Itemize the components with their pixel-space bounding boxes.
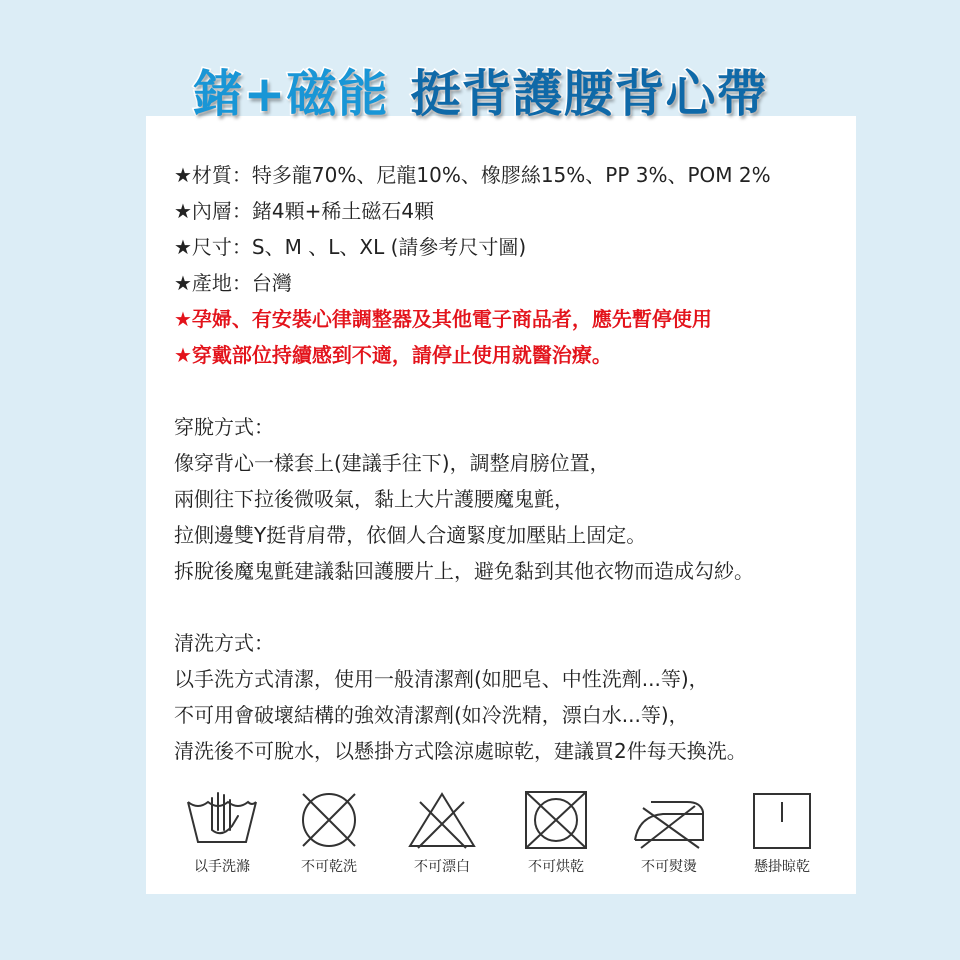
line-dry-icon <box>742 790 822 850</box>
title-part-1: 鍺+磁能 <box>192 65 389 123</box>
care-symbol <box>392 790 492 876</box>
no-iron-icon <box>629 790 709 850</box>
wash-line: 以手洗方式清潔，使用一般清潔劑(如肥皂、中性洗劑...等)， <box>174 667 709 691</box>
care-label: 以手洗滌 <box>194 859 250 875</box>
warning-discomfort: ★穿戴部位持續感到不適，請停止使用就醫治療。 <box>174 343 612 367</box>
wash-line: 不可用會破壞結構的強效清潔劑(如冷洗精，漂白水...等)， <box>174 703 689 727</box>
wear-line: 拆脫後魔鬼氈建議黏回護腰片上，避免黏到其他衣物而造成勾紗。 <box>174 559 754 583</box>
hand-wash-icon <box>182 790 262 850</box>
care-label: 懸掛晾乾 <box>754 859 810 875</box>
care-symbol <box>506 790 606 876</box>
no-dry-clean-icon <box>289 790 369 850</box>
spec-origin: ★產地：台灣 <box>174 271 292 295</box>
spec-material: ★材質：特多龍70%、尼龍10%、橡膠絲15%、PP 3%、POM 2% <box>174 163 771 187</box>
care-symbol <box>619 790 719 876</box>
care-label: 不可漂白 <box>414 859 470 875</box>
wear-line: 像穿背心一樣套上(建議手往下)，調整肩膀位置， <box>174 451 610 475</box>
warning-pregnancy: ★孕婦、有安裝心律調整器及其他電子商品者，應先暫停使用 <box>174 307 712 331</box>
wear-line: 兩側往下拉後微吸氣，黏上大片護腰魔鬼氈， <box>174 487 574 511</box>
care-label: 不可熨燙 <box>641 859 697 875</box>
care-label: 不可乾洗 <box>301 859 357 875</box>
care-symbol <box>279 790 379 876</box>
wash-heading: 清洗方式： <box>174 631 274 655</box>
wear-line: 拉側邊雙Y挺背肩帶，依個人合適緊度加壓貼上固定。 <box>174 523 647 547</box>
care-symbol <box>732 790 832 876</box>
spec-size: ★尺寸：S、M 、L、XL (請參考尺寸圖) <box>174 235 527 259</box>
no-tumble-dry-icon <box>516 790 596 850</box>
care-symbol <box>172 790 272 876</box>
spec-inner-layer: ★內層：鍺4顆+稀土磁石4顆 <box>174 199 435 223</box>
care-symbols <box>172 790 812 880</box>
wash-line: 清洗後不可脫水，以懸掛方式陰涼處晾乾，建議買2件每天換洗。 <box>174 739 747 763</box>
wear-heading: 穿脫方式： <box>174 415 274 439</box>
title-part-2: 挺背護腰背心帶 <box>410 65 768 123</box>
care-label: 不可烘乾 <box>528 859 584 875</box>
page-title <box>0 62 960 126</box>
no-bleach-icon <box>402 790 482 850</box>
